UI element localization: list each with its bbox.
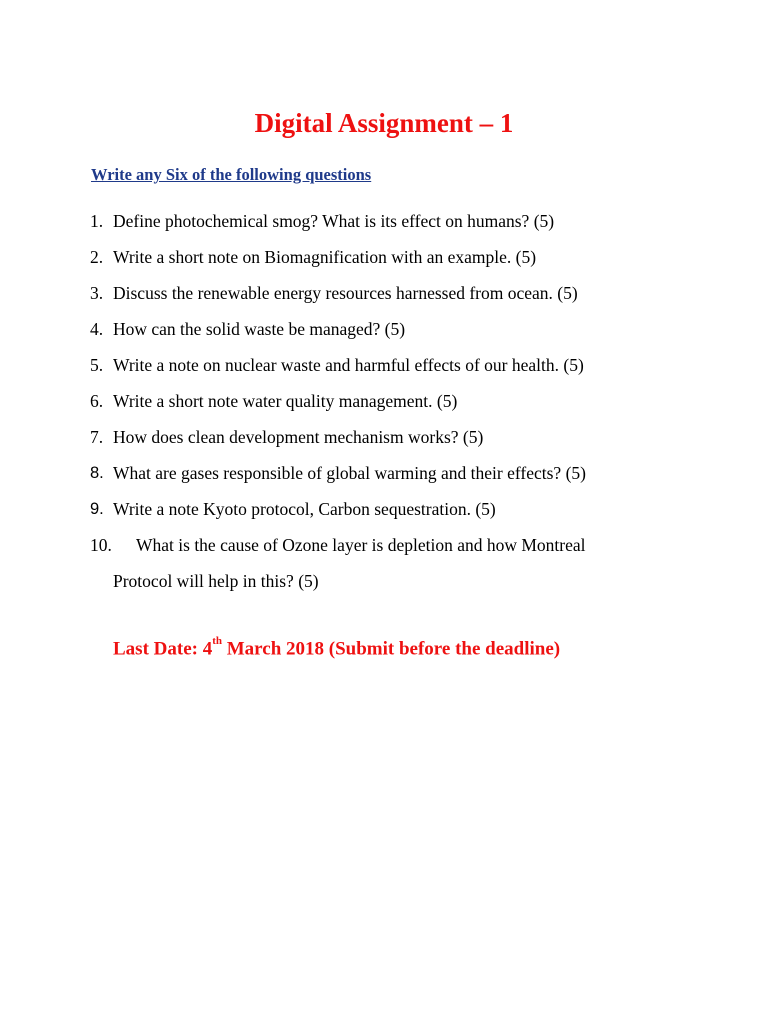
- question-item: [90, 426, 730, 462]
- question-item: [90, 354, 730, 390]
- question-number: 6.: [90, 391, 104, 411]
- question-text: Discuss the renewable energy resources harnessed from ocean. (5): [113, 283, 578, 303]
- question-item: [90, 498, 730, 534]
- question-text: Write a short note on Biomagnification with an example. (5): [113, 247, 537, 267]
- page-title: Digital Assignment – 1: [254, 108, 514, 138]
- question-text: Write a note on nuclear waste and harmful effects of our health. (5): [113, 355, 584, 375]
- question-text: Define photochemical smog? What is its effect on humans? (5): [113, 211, 555, 231]
- deadline-suffix: March 2018 (Submit before the deadline): [221, 638, 561, 660]
- question-number: 3.: [90, 283, 104, 303]
- question-list: [90, 210, 730, 591]
- question-item: [90, 210, 730, 246]
- question-text: What is the cause of Ozone layer is depletion and how Montreal: [136, 535, 586, 555]
- question-text: Write a note Kyoto protocol, Carbon sequestration. (5): [113, 499, 496, 519]
- question-number: 7.: [90, 427, 104, 447]
- question-number: 10.: [90, 535, 112, 555]
- deadline-ordinal-suffix: th: [212, 635, 222, 647]
- question-number: 2.: [90, 247, 104, 267]
- question-text: How does clean development mechanism works? (5): [113, 427, 484, 447]
- question-text-continuation: Protocol will help in this? (5): [113, 571, 319, 591]
- question-number: 1.: [90, 211, 104, 231]
- question-item: [90, 390, 730, 426]
- question-item: [90, 462, 730, 498]
- deadline-notice: [113, 635, 561, 660]
- question-item: [90, 246, 730, 282]
- question-number: 8.: [90, 464, 104, 482]
- question-text: How can the solid waste be managed? (5): [113, 319, 406, 339]
- question-number: 9.: [90, 500, 104, 518]
- question-item: [90, 318, 730, 354]
- instruction-text: Write any Six of the following questions: [91, 165, 372, 184]
- deadline-prefix: Last Date: 4: [113, 638, 213, 660]
- question-item: [90, 282, 730, 318]
- question-text: What are gases responsible of global warming and their effects? (5): [113, 463, 586, 483]
- question-text: Write a short note water quality management. (5): [113, 391, 458, 411]
- question-number: 4.: [90, 319, 104, 339]
- question-number: 5.: [90, 355, 104, 375]
- question-item: [90, 534, 730, 591]
